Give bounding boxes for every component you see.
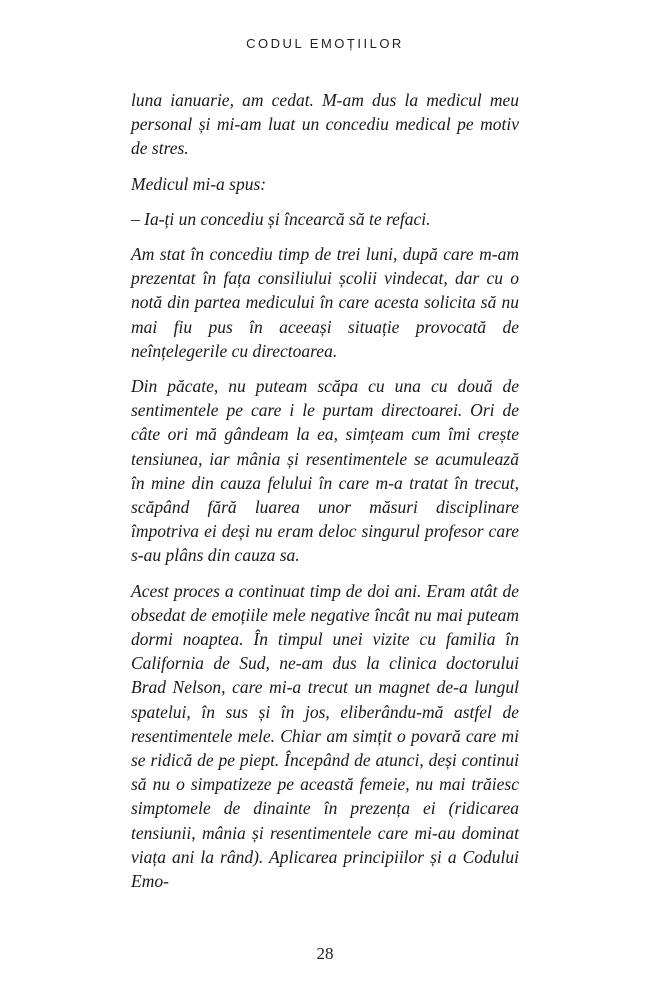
paragraph-5: Din păcate, nu puteam scăpa cu una cu două de sentimentele pe care i le purtam directoarei. Ori de câte ori mă gândeam la ea, simțeam cum îmi crește tensiunea, iar mânia și resentimentele se acumulează în mine din cauza felului în care m-a tratat în trecut, scăpând fără luarea unor măsuri disciplinare împotriva ei deși nu eram deloc singurul profesor care s-au plâns din cauza sa. (131, 376, 519, 566)
paragraph-4: Am stat în concediu timp de trei luni, după care m-am prezentat în fața consiliului școlii vindecat, dar cu o notă din partea medicului în care acesta solicita să nu mai fiu pus în aceeași situație provocată de neînțelegerile cu directoarea. (131, 244, 519, 361)
paragraph-6: Acest proces a continuat timp de doi ani. Eram atât de obsedat de emoțiile mele negative încât nu mai puteam dormi noaptea. În timpul unei vizite cu familia în California de Sud, ne-am dus la clinica doctorului Brad Nelson, care mi-a trecut un magnet de-a lungul spatelui, în sus și în jos, eliberându-mă astfel de resentimentele mele. Chiar am simțit o povară care mi se ridică de pe piept. Începând de atunci, deși continui să nu o simpatizeze pe această femeie, nu mai trăiesc simptomele de dinainte în prezența ei (ridicarea tensiunii, mânia și resentimentele care mi-au dominat viața ani la rând). Aplicarea principiilor și a Codului Emo- (131, 580, 519, 892)
paragraph-1: luna ianuarie, am cedat. M-am dus la medicul meu personal și mi-am luat un concediu medical pe motiv de stres. (131, 90, 519, 159)
paragraph-3-dialogue: – Ia-ți un concediu și încearcă să te refaci. (131, 208, 431, 229)
paragraph-2: Medicul mi-a spus: (131, 173, 267, 194)
running-header: CODUL EMOȚIILOR (246, 36, 404, 51)
body-text (131, 88, 519, 904)
page-number: 28 (316, 944, 334, 963)
